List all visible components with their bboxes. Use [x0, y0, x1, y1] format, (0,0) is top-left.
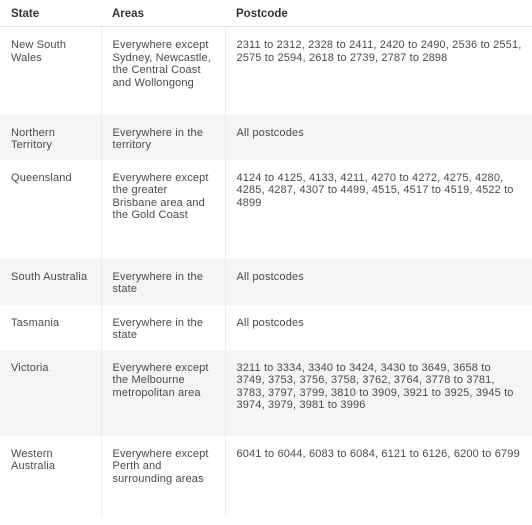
table-row [0, 305, 532, 350]
areas-cell: Everywhere in the state [101, 259, 225, 305]
header-state: State [0, 0, 101, 27]
postcode-cell: All postcodes [225, 115, 532, 160]
postcode-cell: All postcodes [225, 259, 532, 305]
table-row [0, 350, 532, 436]
areas-cell: Everywhere except Perth and surrounding areas [101, 436, 225, 516]
table-row [0, 160, 532, 259]
table-row [0, 115, 532, 160]
state-cell: Queensland [0, 160, 101, 259]
state-cell: Western Australia [0, 436, 101, 516]
table-row [0, 436, 532, 516]
postcode-cell: 2311 to 2312, 2328 to 2411, 2420 to 2490, 2536 to 2551, 2575 to 2594, 2618 to 2739, 2787 to 2898 [236, 39, 522, 64]
header-areas: Areas [101, 0, 225, 27]
table-header-row [0, 0, 532, 27]
areas-cell: Everywhere except the greater Brisbane area and the Gold Coast [101, 160, 225, 259]
areas-cell: Everywhere except the Melbourne metropolitan area [101, 350, 225, 436]
table-row [0, 259, 532, 305]
areas-cell: Everywhere in the territory [101, 115, 225, 160]
postcode-cell: 4124 to 4125, 4133, 4211, 4270 to 4272, 4275, 4280, 4285, 4287, 4307 to 4499, 4515, 4517 to 4519, 4522 to 4899 [236, 171, 514, 209]
state-cell: Northern Territory [0, 115, 101, 160]
header-postcode: Postcode [225, 0, 532, 27]
state-cell: South Australia [0, 259, 101, 305]
state-cell: New South Wales [0, 27, 101, 115]
postcode-cell: All postcodes [236, 316, 304, 329]
table-row [0, 27, 532, 115]
state-cell: Tasmania [0, 305, 101, 350]
postcode-cell: 6041 to 6044, 6083 to 6084, 6121 to 6126, 6200 to 6799 [236, 447, 520, 460]
areas-cell: Everywhere except Sydney, Newcastle, the Central Coast and Wollongong [101, 27, 225, 115]
postcode-cell: 3211 to 3334, 3340 to 3424, 3430 to 3649, 3658 to 3749, 3753, 3756, 3758, 3762, 3764, 3778 to 3781, 3783, 3797, 3799, 3810 to 3909, 3921 to 3925, 3945 to 3974, 3979, 3981 to 3996 [225, 350, 532, 436]
areas-cell: Everywhere in the state [101, 305, 225, 350]
state-cell: Victoria [0, 350, 101, 436]
